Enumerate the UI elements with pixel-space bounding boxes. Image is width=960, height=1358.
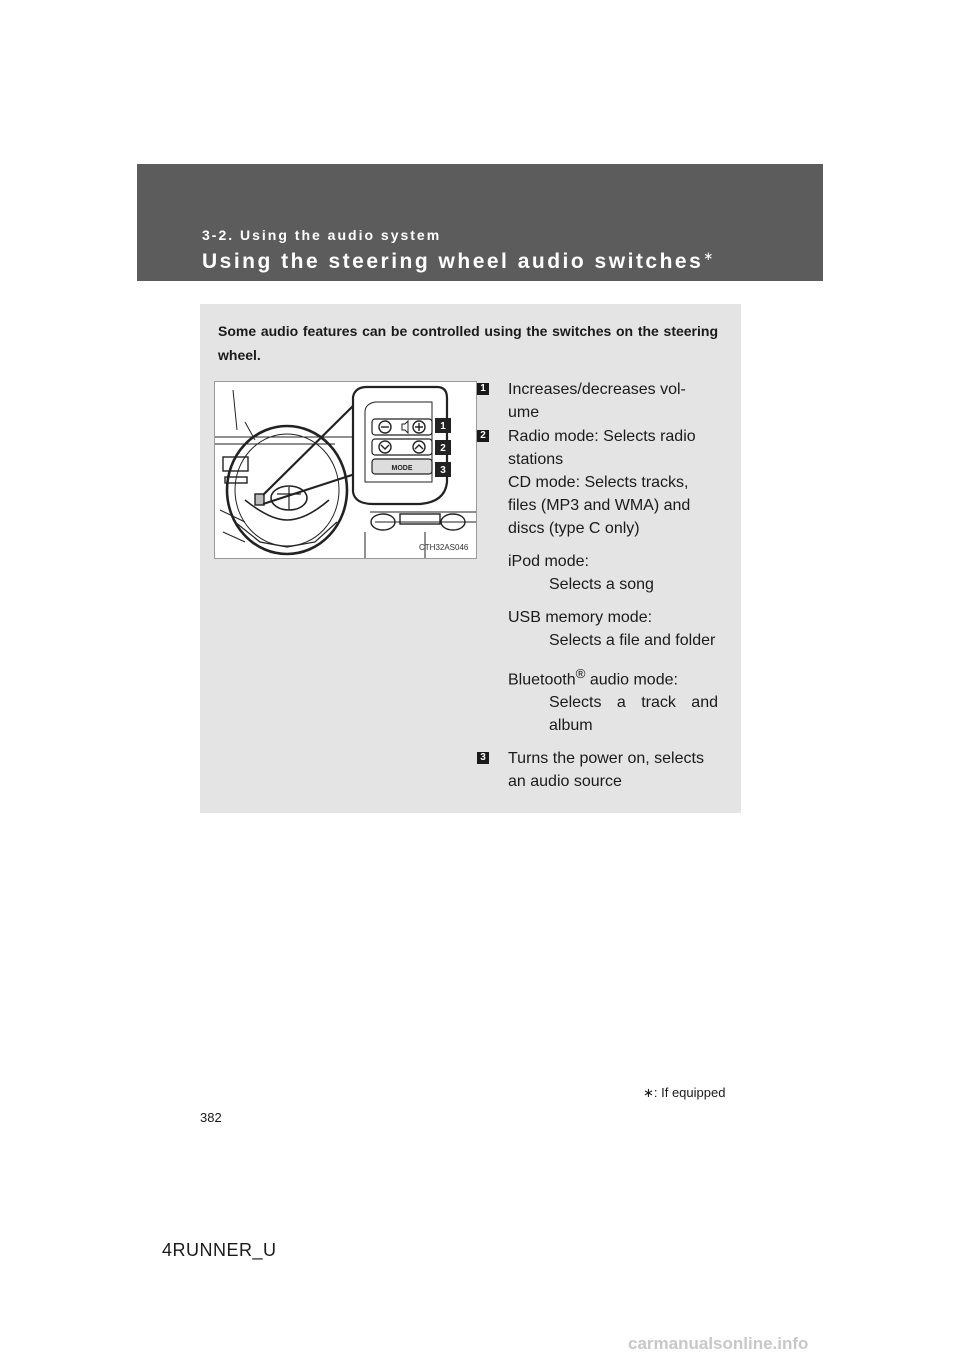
- mode-label: Bluetooth® audio mode:: [508, 666, 678, 689]
- item-text: Turns the power on, selects an audio source: [508, 750, 704, 791]
- page-number: 382: [200, 1110, 222, 1125]
- mode-bluetooth: [508, 662, 718, 737]
- mode-description: Selects a song: [549, 576, 654, 593]
- list-item-seek: [476, 425, 718, 737]
- item-text: Increases/decreases vol- ume: [508, 381, 686, 421]
- header-band: [137, 164, 823, 281]
- footnote: ∗: If equipped: [643, 1085, 726, 1100]
- item-number-badge: 2: [477, 430, 489, 442]
- steering-wheel-illustration: [214, 381, 477, 559]
- content-box: [200, 304, 741, 813]
- steering-wheel-drawing: [215, 382, 476, 558]
- mode-ipod: [508, 550, 718, 596]
- page-title: [202, 249, 713, 274]
- intro-text: Some audio features can be controlled using the switches on the steering wheel.: [218, 323, 718, 363]
- mode-button-label: MODE: [391, 465, 413, 472]
- list-item-mode: [476, 747, 718, 793]
- watermark: carmanualsonline.info: [628, 1334, 809, 1353]
- page-title-text: Using the steering wheel audio switches: [202, 250, 704, 273]
- mode-label: USB memory mode:: [508, 609, 653, 626]
- item-number-badge: 3: [477, 752, 489, 764]
- callout-2: 2: [440, 443, 446, 454]
- switch-description-list: [476, 378, 718, 793]
- mode-description: Selects a file and folder: [549, 632, 716, 649]
- list-item-volume: [476, 378, 718, 424]
- title-footnote-mark: ∗: [703, 249, 714, 263]
- mode-label: iPod mode:: [508, 553, 589, 570]
- mode-usb: [508, 606, 718, 652]
- manual-code: 4RUNNER_U: [162, 1240, 277, 1260]
- callout-1: 1: [440, 421, 446, 432]
- mode-description: Selects a track and album: [549, 694, 718, 735]
- registered-mark: ®: [575, 666, 586, 681]
- item-text: Radio mode: Selects radio stations CD mode: Selects tracks, files (MP3 and WMA) and discs (type C only): [508, 428, 696, 537]
- section-label: 3-2. Using the audio system: [202, 227, 442, 243]
- figure-code: CTH32AS046: [419, 543, 469, 552]
- callout-3: 3: [440, 465, 446, 476]
- item-number-badge: 1: [477, 383, 489, 395]
